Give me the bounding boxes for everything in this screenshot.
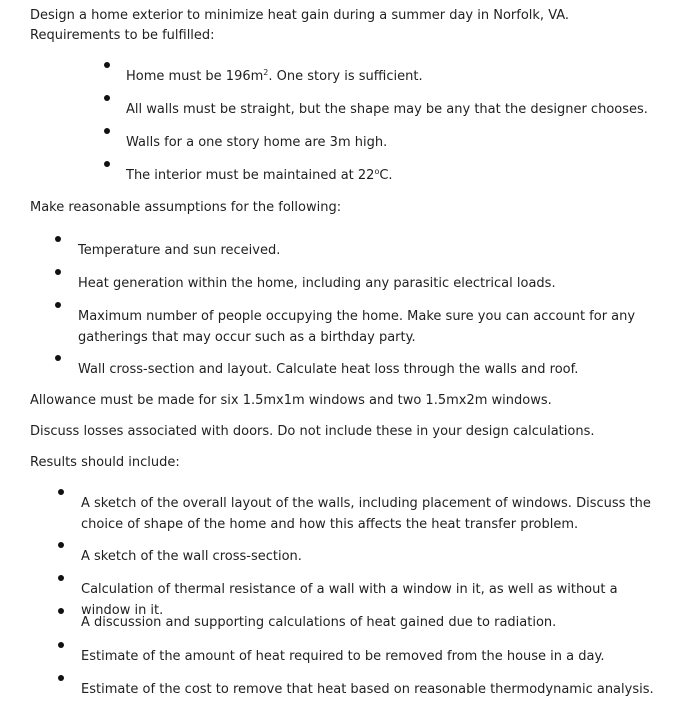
bullet-icon: [55, 302, 61, 308]
result-item: A discussion and supporting calculations of heat gained due to radiation.: [81, 615, 557, 630]
doors-note: Discuss losses associated with doors. Do not include these in your design calculations.: [30, 424, 595, 439]
assumption-item: Temperature and sun received.: [78, 243, 281, 258]
bullet-icon: [104, 128, 110, 134]
bullet-icon: [58, 608, 64, 614]
bullet-icon: [55, 269, 61, 275]
requirement-item: All walls must be straight, but the shape may be any that the designer chooses.: [126, 102, 648, 117]
bullet-icon: [104, 161, 110, 167]
bullet-icon: [58, 675, 64, 681]
bullet-icon: [55, 236, 61, 242]
bullet-icon: [58, 489, 64, 495]
bullet-icon: [104, 62, 110, 68]
assumption-item: Maximum number of people occupying the home. Make sure you can account for any gatherings that may occur such as a birthday party.: [78, 309, 636, 345]
bullet-icon: [55, 355, 61, 361]
bullet-icon: [104, 95, 110, 101]
result-item: Estimate of the amount of heat required to be removed from the house in a day.: [81, 649, 605, 664]
result-item: Estimate of the cost to remove that heat based on reasonable thermodynamic analysis.: [81, 682, 654, 697]
intro-paragraph: Design a home exterior to minimize heat gain during a summer day in Norfolk, VA. Requirements to be fulfilled:: [30, 8, 570, 43]
bullet-icon: [58, 642, 64, 648]
requirement-item: The interior must be maintained at 22$^o$C.: [126, 167, 393, 183]
bullet-icon: [58, 575, 64, 581]
result-item: A sketch of the overall layout of the walls, including placement of windows. Discuss the choice of shape of the home and how this affects the heat transfer problem.: [81, 496, 651, 532]
windows-note: Allowance must be made for six 1.5mx1m windows and two 1.5mx2m windows.: [30, 393, 552, 408]
assumption-item: Wall cross-section and layout. Calculate heat loss through the walls and roof.: [78, 362, 579, 377]
bullet-icon: [58, 542, 64, 548]
requirement-item: Home must be $196m^2$. One story is sufficient.: [126, 68, 423, 84]
results-heading: Results should include:: [30, 455, 180, 470]
assumptions-heading: Make reasonable assumptions for the following:: [30, 200, 342, 215]
assumption-item: Heat generation within the home, including any parasitic electrical loads.: [78, 276, 556, 291]
result-item: A sketch of the wall cross-section.: [81, 549, 302, 564]
result-item: Calculation of thermal resistance of a wall with a window in it, as well as without a window in it.: [81, 582, 618, 618]
requirement-item: Walls for a one story home are 3m high.: [126, 135, 388, 150]
